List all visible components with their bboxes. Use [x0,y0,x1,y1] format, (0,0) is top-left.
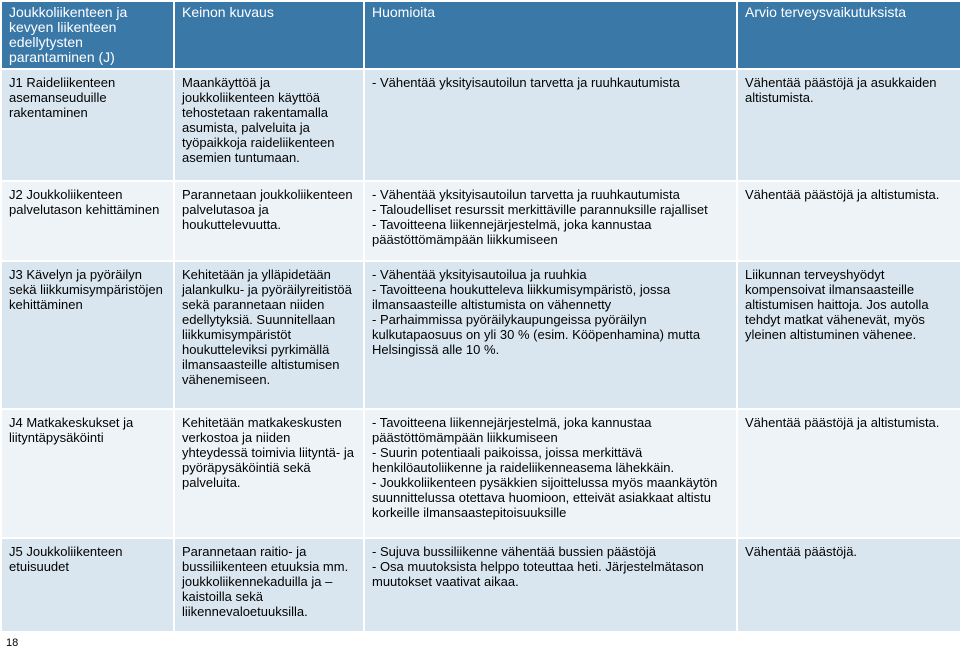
note-line: - Vähentää yksityisautoilua ja ruuhkia [372,267,587,282]
header-notes: Huomioita [365,2,736,68]
row-notes [365,539,736,631]
row-title: J2 Joukkoliikenteen palvelutason kehittäminen [2,182,173,260]
note-line: - Taloudelliset resurssit merkittäville parannuksille rajalliset [372,202,708,217]
row-title: J3 Kävelyn ja pyöräilyn sekä liikkumisympäristöjen kehittäminen [2,262,173,408]
note-line: - Suurin potentiaali paikoissa, joissa merkittävä henkilöautoliikenne ja raideliikenneasema lähekkäin. [372,445,675,475]
note-line: - Tavoitteena liikennejärjestelmä, joka kannustaa päästöttömämpään liikkumiseen [372,415,652,445]
note-line: - Tavoitteena liikennejärjestelmä, joka kannustaa päästöttömämpään liikkumiseen [372,217,652,247]
row-assessment: Liikunnan terveyshyödyt kompensoivat ilmansaasteille altistumisen haittoja. Jos autolla tehdyt matkat vähenevät, myös yleinen altistuminen vähenee. [738,262,960,408]
row-title: J4 Matkakeskukset ja liityntäpysäköinti [2,410,173,537]
table-row [2,70,960,180]
row-notes [365,182,736,260]
row-description: Kehitetään matkakeskusten verkostoa ja niiden yhteydessä toimivia liityntä- ja pyöräpysäköintiä sekä palveluita. [175,410,363,537]
table-row [2,262,960,408]
page-number: 18 [6,637,19,649]
note-line: - Osa muutoksista helppo toteuttaa heti. Järjestelmätason muutokset vaativat aikaa. [372,559,704,589]
note-line: - Parhaimmissa pyöräilykaupungeissa pyöräilyn kulkutapaosuus on yli 30 % (esim. Kööpenhamina) mutta Helsingissä alle 10 %. [372,312,701,357]
note-line: - Joukkoliikenteen pysäkkien sijoittelussa myös maankäytön suunnittelussa otettava huomioon, etteivät asiakkaat altistu korkeille ilmansaastepitoisuuksille [372,475,718,520]
row-assessment: Vähentää päästöjä ja altistumista. [738,410,960,537]
row-assessment: Vähentää päästöjä ja asukkaiden altistumista. [738,70,960,180]
header-row [2,2,960,68]
row-description: Kehitetään ja ylläpidetään jalankulku- ja pyöräilyreitistöä sekä parannetaan niiden edellytyksiä. Suunnitellaan liikkumisympäristöt houkutteleviksi pyrkimällä ilmansaasteille altistumisen vähenemiseen. [175,262,363,408]
row-notes [365,410,736,537]
note-line: - Sujuva bussiliikenne vähentää bussien päästöjä [372,544,657,559]
row-title: J5 Joukkoliikenteen etuisuudet [2,539,173,631]
row-assessment: Vähentää päästöjä. [738,539,960,631]
row-assessment: Vähentää päästöjä ja altistumista. [738,182,960,260]
row-title: J1 Raideliikenteen asemanseuduille rakentaminen [2,70,173,180]
row-description: Maankäyttöä ja joukkoliikenteen käyttöä tehostetaan rakentamalla asumista, palveluita ja työpaikkoja raideliikenteen asemien tuntumaan. [175,70,363,180]
header-assessment: Arvio terveysvaikutuksista [738,2,960,68]
row-notes [365,262,736,408]
note-line: - Vähentää yksityisautoilun tarvetta ja ruuhkautumista [372,187,680,202]
header-description: Keinon kuvaus [175,2,363,68]
row-description: Parannetaan raitio- ja bussiliikenteen etuuksia mm. joukkoliikennekaduilla ja – kaistoilla sekä liikennevaloetuuksilla. [175,539,363,631]
table-row [2,539,960,631]
row-notes [365,70,736,180]
table-row [2,182,960,260]
note-line: - Tavoitteena houkutteleva liikkumisympäristö, jossa ilmansaasteille altistumista on vähennetty [372,282,671,312]
row-description: Parannetaan joukkoliikenteen palvelutasoa ja houkuttelevuutta. [175,182,363,260]
header-category: Joukkoliikenteen ja kevyen liikenteen edellytysten parantaminen (J) [2,2,173,68]
note-line: - Vähentää yksityisautoilun tarvetta ja ruuhkautumista [372,75,680,90]
table-row [2,410,960,537]
